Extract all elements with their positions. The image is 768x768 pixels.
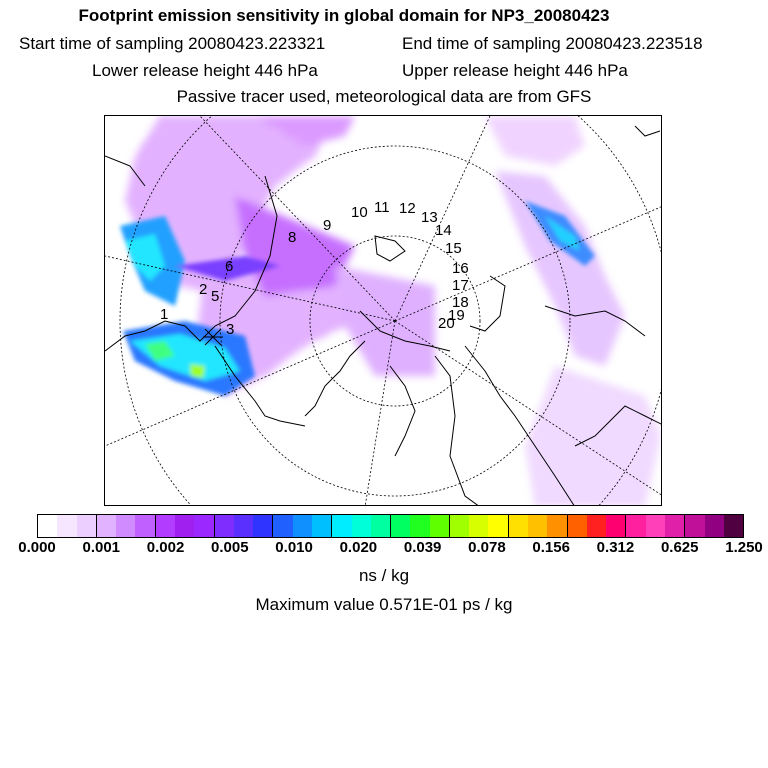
colorbar-tick-label: 0.002 xyxy=(146,539,185,556)
colorbar-tick-label: 1.250 xyxy=(725,539,763,556)
track-label: 1 xyxy=(160,306,169,323)
colorbar-segment xyxy=(724,515,743,537)
colorbar-segment xyxy=(194,515,214,537)
colorbar-segment xyxy=(116,515,135,537)
colorbar-segment xyxy=(528,515,547,537)
track-label: 6 xyxy=(225,258,234,275)
track-label: 5 xyxy=(211,288,220,305)
colorbar-segment xyxy=(97,515,116,537)
track-label: 19 xyxy=(448,307,465,324)
colorbar-tick-label: 0.625 xyxy=(660,539,699,556)
colorbar-segment xyxy=(57,515,76,537)
track-label: 12 xyxy=(399,200,416,217)
colorbar-segment xyxy=(705,515,724,537)
track-label: 14 xyxy=(435,222,452,239)
track-label: 13 xyxy=(421,209,438,226)
colorbar-segment xyxy=(685,515,704,537)
colorbar-tick-label: 0.156 xyxy=(532,539,570,556)
colorbar-segment xyxy=(450,515,469,537)
colorbar-segment xyxy=(332,515,351,537)
colorbar-segment xyxy=(371,515,391,537)
colorbar-segment xyxy=(273,515,292,537)
figure-title: Footprint emission sensitivity in global domain for NP3_20080423 xyxy=(78,6,610,25)
track-label: 16 xyxy=(452,260,469,277)
sensitivity-field xyxy=(120,116,661,506)
track-label: 3 xyxy=(226,321,235,338)
track-label: 15 xyxy=(445,240,462,257)
colorbar-segment xyxy=(568,515,587,537)
footprint-map xyxy=(104,115,662,506)
upper-release-height-label: Upper release height 446 hPa xyxy=(402,61,628,80)
colorbar-segment xyxy=(312,515,332,537)
colorbar-segment xyxy=(430,515,450,537)
colorbar-segment xyxy=(135,515,155,537)
track-label: 20 xyxy=(438,315,455,332)
colorbar-tick-label: 0.000 xyxy=(18,539,56,556)
track-label: 11 xyxy=(374,199,390,216)
polar-projection-map xyxy=(105,116,662,506)
colorbar-tick-label: 0.005 xyxy=(211,539,249,556)
track-label: 17 xyxy=(452,277,469,294)
colorbar-segment xyxy=(253,515,273,537)
colorbar-segment xyxy=(352,515,371,537)
colorbar-segment xyxy=(234,515,253,537)
end-time-label: End time of sampling 20080423.223518 xyxy=(402,34,703,53)
colorbar-segment xyxy=(606,515,626,537)
colorbar-segment xyxy=(646,515,665,537)
colorbar-segment xyxy=(410,515,429,537)
colorbar-tick-label: 0.020 xyxy=(339,539,378,556)
colorbar-tick-label: 0.078 xyxy=(468,539,506,556)
track-label: 10 xyxy=(351,204,368,221)
track-label: 18 xyxy=(452,294,469,311)
track-label: 8 xyxy=(288,229,297,246)
colorbar-segment xyxy=(391,515,410,537)
lower-release-height-label: Lower release height 446 hPa xyxy=(92,61,318,80)
colorbar-tick-label: 0.312 xyxy=(596,539,635,556)
maximum-value-label: Maximum value 0.571E-01 ps / kg xyxy=(255,595,513,614)
colorbar-segment xyxy=(488,515,508,537)
colorbar-segment xyxy=(587,515,606,537)
colorbar-tick-label: 0.010 xyxy=(275,539,313,556)
track-label: 2 xyxy=(199,281,208,298)
colorbar-segment xyxy=(156,515,175,537)
colorbar-segment xyxy=(547,515,567,537)
colorbar-segment xyxy=(215,515,234,537)
colorbar-segment xyxy=(38,515,57,537)
colorbar-segment xyxy=(469,515,488,537)
start-time-label: Start time of sampling 20080423.223321 xyxy=(19,34,326,53)
colorbar-segment xyxy=(77,515,97,537)
colorbar-units: ns / kg xyxy=(358,566,410,585)
colorbar-tick-label: 0.001 xyxy=(82,539,121,556)
colorbar-segment xyxy=(626,515,645,537)
colorbar xyxy=(37,514,744,538)
colorbar-segment xyxy=(175,515,194,537)
colorbar-segment xyxy=(293,515,312,537)
colorbar-segment xyxy=(509,515,528,537)
colorbar-segment xyxy=(665,515,685,537)
colorbar-tick-label: 0.039 xyxy=(403,539,442,556)
tracer-note: Passive tracer used, meteorological data are from GFS xyxy=(176,87,592,106)
track-label: 9 xyxy=(323,217,332,234)
